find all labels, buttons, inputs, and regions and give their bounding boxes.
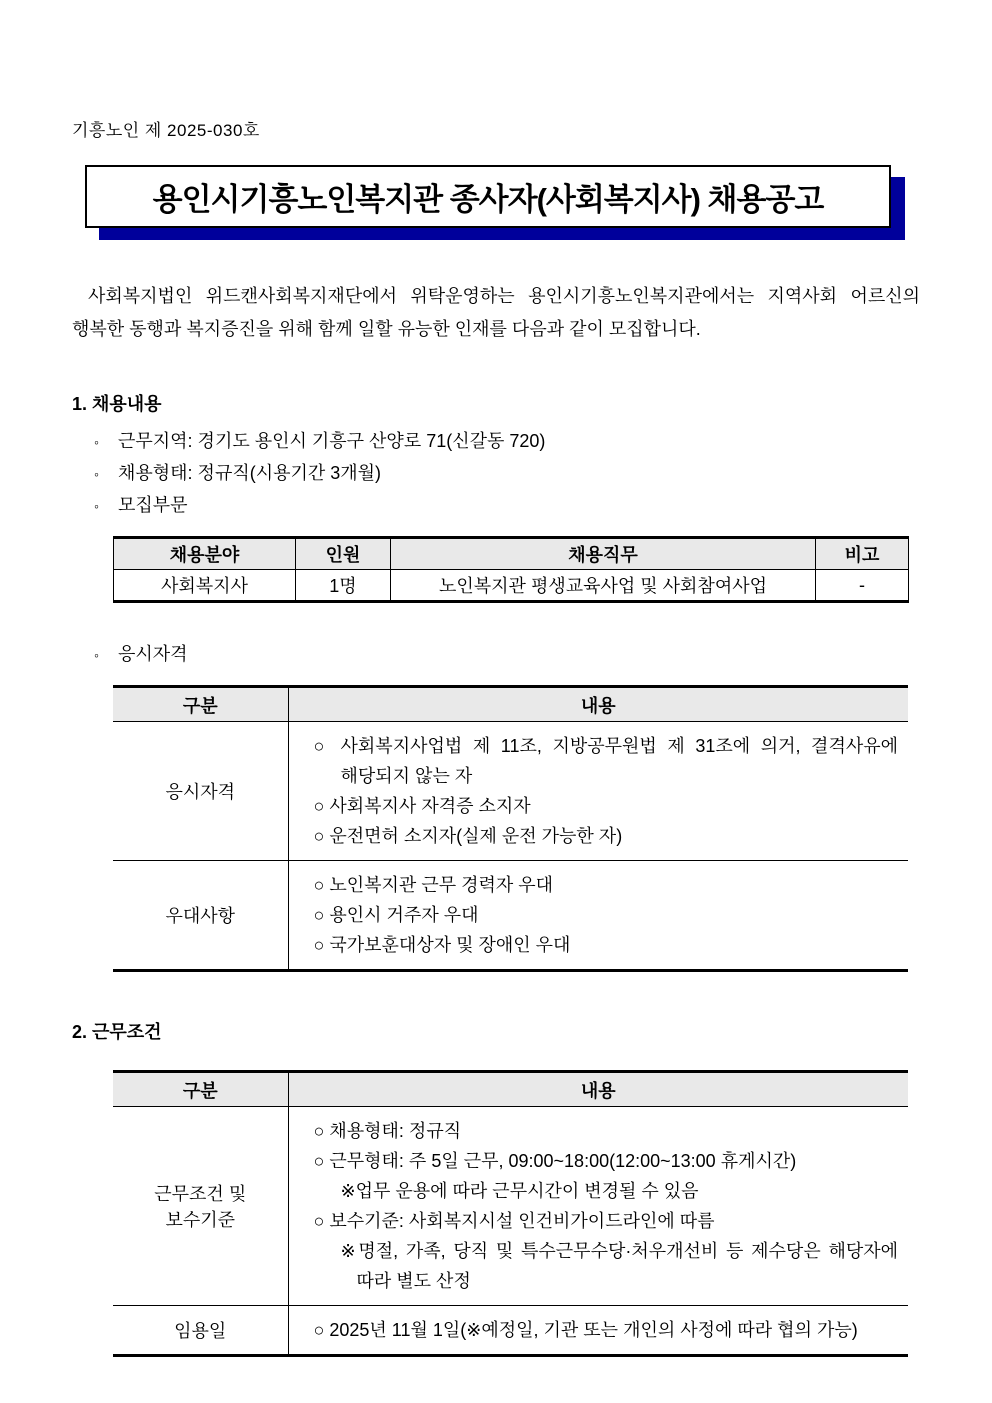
list-item [92, 639, 920, 671]
work-conditions-table [113, 1070, 908, 1357]
bullet-icon: ◦ [94, 647, 99, 663]
content-line: ○ 사회복지사업법 제 11조, 지방공무원법 제 31조에 의거, 결격사유에 해당되지 않는 자 [313, 736, 898, 786]
work-table-header-row [113, 1072, 908, 1107]
content-line: ○ 채용형태: 정규직 [313, 1121, 462, 1141]
qualification-table-header-row [113, 687, 908, 722]
list-item-text: 채용형태: 정규직(시용기간 3개월) [118, 463, 382, 483]
row-label: 응시자격 [113, 722, 288, 861]
content-line: ○ 국가보훈대상자 및 장애인 우대 [313, 935, 571, 955]
row-label: 임용일 [174, 1321, 227, 1341]
intro-paragraph: 사회복지법인 위드캔사회복지재단에서 위탁운영하는 용인시기흥노인복지관에서는 지역사회 어르신의 행복한 동행과 복지증진을 위해 함께 일할 유능한 인재를 다음과 같이 모집합니다. [72, 286, 920, 339]
header-cell: 구분 [113, 687, 288, 722]
section2-heading: 2. 근무조건 [72, 1022, 162, 1042]
table-row [113, 1107, 908, 1306]
row-content [288, 1107, 908, 1306]
section1-bullet-list [92, 426, 920, 522]
title-box [85, 165, 891, 228]
bullet-icon: ◦ [94, 466, 99, 482]
content-line: ○ 용인시 거주자 우대 [313, 905, 479, 925]
table-row [113, 722, 908, 861]
list-item-text: 응시자격 [118, 644, 188, 664]
content-line: ○ 노인복지관 근무 경력자 우대 [313, 875, 554, 895]
qualification-bullet [92, 639, 920, 671]
table-row [113, 861, 908, 971]
cell-duty: 노인복지관 평생교육사업 및 사회참여사업 [391, 570, 816, 602]
table-row [114, 570, 909, 602]
cell-remark: - [816, 570, 909, 602]
row-content [288, 1306, 908, 1356]
list-item [92, 458, 920, 490]
header-cell: 내용 [288, 687, 908, 722]
cell-field: 사회복지사 [114, 570, 296, 602]
bullet-icon: ◦ [94, 498, 99, 514]
row-content [288, 861, 908, 971]
list-item [92, 426, 920, 458]
qualification-table [113, 685, 908, 972]
header-cell: 인원 [296, 538, 391, 570]
list-item [92, 490, 920, 522]
content-line: ○ 보수기준: 사회복지시설 인건비가이드라인에 따름 [313, 1211, 715, 1231]
section1-heading: 1. 채용내용 [72, 394, 162, 414]
content-line: ○ 사회복지사 자격증 소지자 [313, 796, 531, 816]
row-label: 우대사항 [165, 906, 236, 926]
header-cell: 내용 [288, 1072, 908, 1107]
document-number: 기흥노인 제 2025-030호 [72, 121, 260, 140]
content-line: ○ 운전면허 소지자(실제 운전 가능한 자) [313, 826, 623, 846]
page-title: 용인시기흥노인복지관 종사자(사회복지사) 채용공고 [152, 182, 824, 217]
row-label: 근무조건 및 보수기준 [113, 1107, 288, 1306]
header-cell: 비고 [816, 538, 909, 570]
list-item-text: 근무지역: 경기도 용인시 기흥구 산양로 71(신갈동 720) [118, 431, 546, 451]
cell-headcount: 1명 [296, 570, 391, 602]
recruit-table [113, 536, 909, 603]
list-item-text: 모집부문 [118, 495, 188, 515]
table-row [113, 1306, 908, 1356]
content-line: ○ 2025년 11월 1일(※예정일, 기관 또는 개인의 사정에 따라 협의 가능) [313, 1320, 858, 1340]
recruit-table-header-row [114, 538, 909, 570]
bullet-icon: ◦ [94, 434, 99, 450]
content-note-line: ※명절, 가족, 당직 및 특수근무수당·처우개선비 등 제수당은 해당자에 따라 별도 산정 [340, 1241, 898, 1291]
content-note-line: ※업무 운용에 따라 근무시간이 변경될 수 있음 [340, 1181, 699, 1201]
header-cell: 구분 [113, 1072, 288, 1107]
header-cell: 채용직무 [391, 538, 816, 570]
row-content [288, 722, 908, 861]
content-line: ○ 근무형태: 주 5일 근무, 09:00~18:00(12:00~13:00 휴게시간) [313, 1151, 797, 1171]
header-cell: 채용분야 [114, 538, 296, 570]
